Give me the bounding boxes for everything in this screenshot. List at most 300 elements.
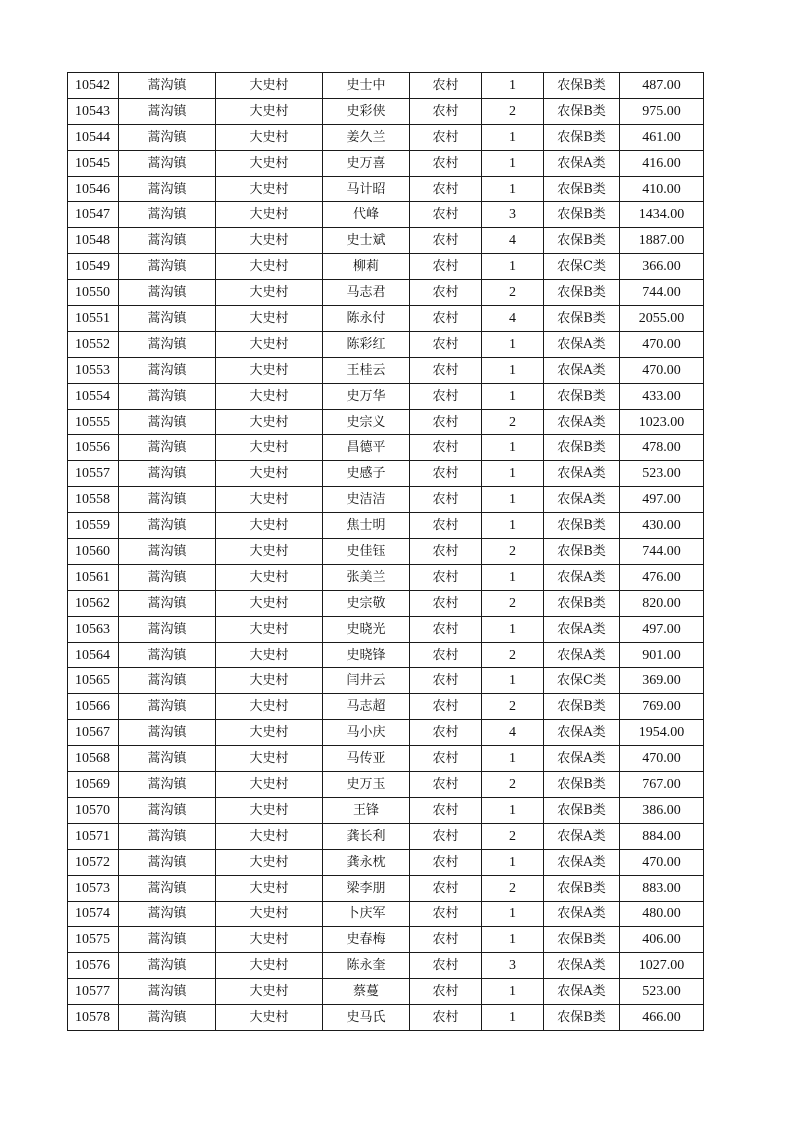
cell-person-name: 史晓光 xyxy=(323,616,410,642)
cell-town: 蒿沟镇 xyxy=(119,772,216,798)
cell-residence-type: 农村 xyxy=(410,539,482,565)
table-row xyxy=(68,357,704,383)
cell-household-count: 2 xyxy=(482,642,544,668)
cell-insurance-category: 农保C类 xyxy=(544,254,620,280)
cell-insurance-category: 农保A类 xyxy=(544,720,620,746)
table-row xyxy=(68,590,704,616)
cell-insurance-category: 农保B类 xyxy=(544,98,620,124)
cell-town: 蒿沟镇 xyxy=(119,331,216,357)
cell-amount: 366.00 xyxy=(620,254,704,280)
cell-person-name: 昌德平 xyxy=(323,435,410,461)
cell-village: 大史村 xyxy=(216,98,323,124)
cell-insurance-category: 农保C类 xyxy=(544,668,620,694)
cell-town: 蒿沟镇 xyxy=(119,202,216,228)
table-row xyxy=(68,927,704,953)
cell-person-name: 史士中 xyxy=(323,73,410,99)
cell-insurance-category: 农保A类 xyxy=(544,487,620,513)
cell-town: 蒿沟镇 xyxy=(119,590,216,616)
cell-person-name: 焦士明 xyxy=(323,513,410,539)
cell-record-id: 10562 xyxy=(68,590,119,616)
cell-town: 蒿沟镇 xyxy=(119,953,216,979)
cell-residence-type: 农村 xyxy=(410,409,482,435)
cell-record-id: 10549 xyxy=(68,254,119,280)
cell-household-count: 1 xyxy=(482,254,544,280)
cell-village: 大史村 xyxy=(216,487,323,513)
cell-village: 大史村 xyxy=(216,513,323,539)
cell-town: 蒿沟镇 xyxy=(119,539,216,565)
cell-residence-type: 农村 xyxy=(410,720,482,746)
cell-town: 蒿沟镇 xyxy=(119,73,216,99)
cell-household-count: 1 xyxy=(482,487,544,513)
cell-person-name: 王锋 xyxy=(323,797,410,823)
cell-amount: 1887.00 xyxy=(620,228,704,254)
cell-person-name: 蔡蔓 xyxy=(323,979,410,1005)
table-row xyxy=(68,513,704,539)
cell-amount: 523.00 xyxy=(620,461,704,487)
cell-town: 蒿沟镇 xyxy=(119,383,216,409)
cell-household-count: 1 xyxy=(482,1005,544,1031)
cell-record-id: 10542 xyxy=(68,73,119,99)
cell-town: 蒿沟镇 xyxy=(119,720,216,746)
table-row xyxy=(68,487,704,513)
cell-town: 蒿沟镇 xyxy=(119,254,216,280)
table-row xyxy=(68,98,704,124)
cell-village: 大史村 xyxy=(216,797,323,823)
table-row xyxy=(68,383,704,409)
cell-insurance-category: 农保A类 xyxy=(544,823,620,849)
cell-record-id: 10545 xyxy=(68,150,119,176)
cell-residence-type: 农村 xyxy=(410,772,482,798)
cell-household-count: 2 xyxy=(482,590,544,616)
cell-household-count: 1 xyxy=(482,927,544,953)
cell-amount: 369.00 xyxy=(620,668,704,694)
cell-household-count: 2 xyxy=(482,409,544,435)
cell-amount: 1434.00 xyxy=(620,202,704,228)
cell-amount: 487.00 xyxy=(620,73,704,99)
cell-person-name: 张美兰 xyxy=(323,564,410,590)
cell-town: 蒿沟镇 xyxy=(119,150,216,176)
cell-village: 大史村 xyxy=(216,979,323,1005)
cell-household-count: 1 xyxy=(482,901,544,927)
cell-insurance-category: 农保A类 xyxy=(544,409,620,435)
cell-residence-type: 农村 xyxy=(410,668,482,694)
cell-residence-type: 农村 xyxy=(410,564,482,590)
cell-person-name: 史万喜 xyxy=(323,150,410,176)
cell-insurance-category: 农保A类 xyxy=(544,901,620,927)
cell-record-id: 10565 xyxy=(68,668,119,694)
cell-village: 大史村 xyxy=(216,772,323,798)
cell-residence-type: 农村 xyxy=(410,435,482,461)
cell-household-count: 1 xyxy=(482,668,544,694)
cell-amount: 2055.00 xyxy=(620,306,704,332)
table-row xyxy=(68,694,704,720)
cell-residence-type: 农村 xyxy=(410,306,482,332)
cell-village: 大史村 xyxy=(216,202,323,228)
cell-record-id: 10575 xyxy=(68,927,119,953)
cell-town: 蒿沟镇 xyxy=(119,823,216,849)
cell-person-name: 马志君 xyxy=(323,280,410,306)
cell-household-count: 2 xyxy=(482,98,544,124)
cell-amount: 1954.00 xyxy=(620,720,704,746)
table-row xyxy=(68,331,704,357)
cell-town: 蒿沟镇 xyxy=(119,176,216,202)
cell-town: 蒿沟镇 xyxy=(119,849,216,875)
cell-person-name: 史万华 xyxy=(323,383,410,409)
cell-town: 蒿沟镇 xyxy=(119,228,216,254)
cell-household-count: 1 xyxy=(482,513,544,539)
table-row xyxy=(68,875,704,901)
cell-village: 大史村 xyxy=(216,357,323,383)
cell-amount: 1023.00 xyxy=(620,409,704,435)
table-row xyxy=(68,616,704,642)
cell-amount: 461.00 xyxy=(620,124,704,150)
cell-insurance-category: 农保B类 xyxy=(544,797,620,823)
cell-record-id: 10578 xyxy=(68,1005,119,1031)
table-row xyxy=(68,539,704,565)
cell-person-name: 梁李朋 xyxy=(323,875,410,901)
cell-household-count: 1 xyxy=(482,616,544,642)
cell-person-name: 史彩侠 xyxy=(323,98,410,124)
cell-residence-type: 农村 xyxy=(410,254,482,280)
cell-residence-type: 农村 xyxy=(410,487,482,513)
cell-record-id: 10559 xyxy=(68,513,119,539)
cell-village: 大史村 xyxy=(216,901,323,927)
cell-amount: 416.00 xyxy=(620,150,704,176)
cell-record-id: 10543 xyxy=(68,98,119,124)
cell-person-name: 陈永奎 xyxy=(323,953,410,979)
cell-village: 大史村 xyxy=(216,124,323,150)
table-row xyxy=(68,953,704,979)
cell-record-id: 10560 xyxy=(68,539,119,565)
cell-record-id: 10550 xyxy=(68,280,119,306)
cell-town: 蒿沟镇 xyxy=(119,901,216,927)
table-row xyxy=(68,668,704,694)
cell-record-id: 10548 xyxy=(68,228,119,254)
cell-amount: 470.00 xyxy=(620,849,704,875)
cell-person-name: 马小庆 xyxy=(323,720,410,746)
cell-insurance-category: 农保A类 xyxy=(544,642,620,668)
cell-household-count: 1 xyxy=(482,849,544,875)
cell-record-id: 10551 xyxy=(68,306,119,332)
cell-insurance-category: 农保A类 xyxy=(544,849,620,875)
cell-insurance-category: 农保B类 xyxy=(544,176,620,202)
cell-record-id: 10577 xyxy=(68,979,119,1005)
cell-amount: 480.00 xyxy=(620,901,704,927)
table-row xyxy=(68,202,704,228)
table-row xyxy=(68,772,704,798)
cell-amount: 769.00 xyxy=(620,694,704,720)
cell-person-name: 马传亚 xyxy=(323,746,410,772)
cell-household-count: 2 xyxy=(482,875,544,901)
cell-amount: 433.00 xyxy=(620,383,704,409)
cell-village: 大史村 xyxy=(216,306,323,332)
table-row xyxy=(68,979,704,1005)
cell-record-id: 10556 xyxy=(68,435,119,461)
cell-household-count: 1 xyxy=(482,124,544,150)
cell-residence-type: 农村 xyxy=(410,124,482,150)
cell-record-id: 10566 xyxy=(68,694,119,720)
cell-residence-type: 农村 xyxy=(410,331,482,357)
cell-residence-type: 农村 xyxy=(410,228,482,254)
table-row xyxy=(68,435,704,461)
cell-village: 大史村 xyxy=(216,73,323,99)
cell-insurance-category: 农保B类 xyxy=(544,513,620,539)
cell-village: 大史村 xyxy=(216,590,323,616)
cell-residence-type: 农村 xyxy=(410,357,482,383)
cell-town: 蒿沟镇 xyxy=(119,797,216,823)
cell-household-count: 1 xyxy=(482,383,544,409)
cell-record-id: 10553 xyxy=(68,357,119,383)
cell-insurance-category: 农保B类 xyxy=(544,280,620,306)
cell-record-id: 10564 xyxy=(68,642,119,668)
cell-person-name: 史感子 xyxy=(323,461,410,487)
cell-village: 大史村 xyxy=(216,823,323,849)
cell-residence-type: 农村 xyxy=(410,927,482,953)
cell-person-name: 史宗义 xyxy=(323,409,410,435)
cell-record-id: 10563 xyxy=(68,616,119,642)
cell-record-id: 10570 xyxy=(68,797,119,823)
cell-insurance-category: 农保B类 xyxy=(544,772,620,798)
cell-insurance-category: 农保A类 xyxy=(544,331,620,357)
cell-village: 大史村 xyxy=(216,409,323,435)
cell-household-count: 1 xyxy=(482,331,544,357)
table-row xyxy=(68,228,704,254)
cell-person-name: 史佳钰 xyxy=(323,539,410,565)
cell-residence-type: 农村 xyxy=(410,616,482,642)
table-row xyxy=(68,901,704,927)
cell-household-count: 4 xyxy=(482,228,544,254)
cell-village: 大史村 xyxy=(216,927,323,953)
table-row xyxy=(68,280,704,306)
cell-record-id: 10547 xyxy=(68,202,119,228)
cell-insurance-category: 农保B类 xyxy=(544,875,620,901)
cell-person-name: 龚永枕 xyxy=(323,849,410,875)
cell-insurance-category: 农保A类 xyxy=(544,616,620,642)
cell-town: 蒿沟镇 xyxy=(119,306,216,332)
cell-amount: 466.00 xyxy=(620,1005,704,1031)
table-row xyxy=(68,461,704,487)
table-row xyxy=(68,306,704,332)
cell-person-name: 陈永付 xyxy=(323,306,410,332)
cell-town: 蒿沟镇 xyxy=(119,927,216,953)
cell-town: 蒿沟镇 xyxy=(119,357,216,383)
cell-record-id: 10558 xyxy=(68,487,119,513)
cell-amount: 470.00 xyxy=(620,746,704,772)
cell-town: 蒿沟镇 xyxy=(119,642,216,668)
cell-person-name: 王桂云 xyxy=(323,357,410,383)
cell-record-id: 10568 xyxy=(68,746,119,772)
cell-person-name: 史万玉 xyxy=(323,772,410,798)
cell-amount: 744.00 xyxy=(620,280,704,306)
table-row xyxy=(68,746,704,772)
cell-village: 大史村 xyxy=(216,720,323,746)
table-row xyxy=(68,797,704,823)
cell-person-name: 陈彩红 xyxy=(323,331,410,357)
table-row xyxy=(68,176,704,202)
cell-amount: 901.00 xyxy=(620,642,704,668)
cell-amount: 884.00 xyxy=(620,823,704,849)
cell-residence-type: 农村 xyxy=(410,73,482,99)
cell-household-count: 2 xyxy=(482,772,544,798)
cell-town: 蒿沟镇 xyxy=(119,694,216,720)
cell-insurance-category: 农保B类 xyxy=(544,202,620,228)
cell-person-name: 马志超 xyxy=(323,694,410,720)
table-row xyxy=(68,849,704,875)
cell-town: 蒿沟镇 xyxy=(119,124,216,150)
cell-residence-type: 农村 xyxy=(410,642,482,668)
cell-amount: 767.00 xyxy=(620,772,704,798)
table-row xyxy=(68,124,704,150)
cell-insurance-category: 农保B类 xyxy=(544,539,620,565)
allowance-table xyxy=(67,72,704,1031)
cell-insurance-category: 农保A类 xyxy=(544,357,620,383)
cell-town: 蒿沟镇 xyxy=(119,875,216,901)
cell-residence-type: 农村 xyxy=(410,383,482,409)
cell-town: 蒿沟镇 xyxy=(119,487,216,513)
cell-record-id: 10573 xyxy=(68,875,119,901)
cell-insurance-category: 农保B类 xyxy=(544,383,620,409)
cell-insurance-category: 农保B类 xyxy=(544,1005,620,1031)
cell-person-name: 龚长利 xyxy=(323,823,410,849)
cell-residence-type: 农村 xyxy=(410,849,482,875)
cell-amount: 497.00 xyxy=(620,487,704,513)
cell-village: 大史村 xyxy=(216,875,323,901)
cell-town: 蒿沟镇 xyxy=(119,280,216,306)
cell-person-name: 柳莉 xyxy=(323,254,410,280)
cell-person-name: 史春梅 xyxy=(323,927,410,953)
table-row xyxy=(68,1005,704,1031)
cell-household-count: 3 xyxy=(482,202,544,228)
cell-record-id: 10557 xyxy=(68,461,119,487)
cell-amount: 478.00 xyxy=(620,435,704,461)
cell-town: 蒿沟镇 xyxy=(119,409,216,435)
cell-record-id: 10571 xyxy=(68,823,119,849)
cell-insurance-category: 农保B类 xyxy=(544,228,620,254)
cell-household-count: 1 xyxy=(482,73,544,99)
table-row xyxy=(68,823,704,849)
cell-village: 大史村 xyxy=(216,383,323,409)
table-row xyxy=(68,642,704,668)
cell-record-id: 10576 xyxy=(68,953,119,979)
cell-village: 大史村 xyxy=(216,746,323,772)
cell-village: 大史村 xyxy=(216,435,323,461)
table-row xyxy=(68,720,704,746)
table-row xyxy=(68,564,704,590)
cell-amount: 430.00 xyxy=(620,513,704,539)
cell-town: 蒿沟镇 xyxy=(119,979,216,1005)
cell-household-count: 1 xyxy=(482,461,544,487)
cell-village: 大史村 xyxy=(216,228,323,254)
cell-household-count: 1 xyxy=(482,150,544,176)
cell-amount: 820.00 xyxy=(620,590,704,616)
cell-town: 蒿沟镇 xyxy=(119,98,216,124)
cell-household-count: 1 xyxy=(482,979,544,1005)
cell-village: 大史村 xyxy=(216,280,323,306)
cell-town: 蒿沟镇 xyxy=(119,461,216,487)
cell-insurance-category: 农保A类 xyxy=(544,150,620,176)
cell-household-count: 1 xyxy=(482,797,544,823)
cell-person-name: 卜庆军 xyxy=(323,901,410,927)
cell-amount: 470.00 xyxy=(620,357,704,383)
cell-insurance-category: 农保A类 xyxy=(544,953,620,979)
cell-household-count: 1 xyxy=(482,435,544,461)
cell-village: 大史村 xyxy=(216,564,323,590)
cell-town: 蒿沟镇 xyxy=(119,513,216,539)
cell-person-name: 闫井云 xyxy=(323,668,410,694)
cell-residence-type: 农村 xyxy=(410,461,482,487)
cell-residence-type: 农村 xyxy=(410,797,482,823)
cell-insurance-category: 农保B类 xyxy=(544,124,620,150)
cell-residence-type: 农村 xyxy=(410,875,482,901)
cell-record-id: 10569 xyxy=(68,772,119,798)
cell-household-count: 1 xyxy=(482,564,544,590)
cell-residence-type: 农村 xyxy=(410,1005,482,1031)
cell-amount: 744.00 xyxy=(620,539,704,565)
cell-residence-type: 农村 xyxy=(410,823,482,849)
cell-insurance-category: 农保A类 xyxy=(544,979,620,1005)
cell-residence-type: 农村 xyxy=(410,513,482,539)
cell-person-name: 史马氏 xyxy=(323,1005,410,1031)
cell-household-count: 2 xyxy=(482,280,544,306)
cell-village: 大史村 xyxy=(216,642,323,668)
cell-person-name: 史宗敬 xyxy=(323,590,410,616)
cell-residence-type: 农村 xyxy=(410,979,482,1005)
cell-amount: 406.00 xyxy=(620,927,704,953)
cell-record-id: 10561 xyxy=(68,564,119,590)
cell-amount: 523.00 xyxy=(620,979,704,1005)
cell-amount: 975.00 xyxy=(620,98,704,124)
cell-residence-type: 农村 xyxy=(410,694,482,720)
cell-village: 大史村 xyxy=(216,461,323,487)
cell-village: 大史村 xyxy=(216,1005,323,1031)
cell-person-name: 姜久兰 xyxy=(323,124,410,150)
cell-insurance-category: 农保B类 xyxy=(544,927,620,953)
cell-household-count: 2 xyxy=(482,694,544,720)
cell-person-name: 马计昭 xyxy=(323,176,410,202)
cell-record-id: 10546 xyxy=(68,176,119,202)
cell-village: 大史村 xyxy=(216,176,323,202)
cell-residence-type: 农村 xyxy=(410,953,482,979)
cell-record-id: 10555 xyxy=(68,409,119,435)
cell-town: 蒿沟镇 xyxy=(119,746,216,772)
cell-record-id: 10567 xyxy=(68,720,119,746)
cell-amount: 497.00 xyxy=(620,616,704,642)
cell-household-count: 1 xyxy=(482,176,544,202)
cell-household-count: 4 xyxy=(482,720,544,746)
cell-household-count: 2 xyxy=(482,539,544,565)
cell-village: 大史村 xyxy=(216,849,323,875)
cell-amount: 883.00 xyxy=(620,875,704,901)
cell-village: 大史村 xyxy=(216,150,323,176)
table-body xyxy=(68,73,704,1031)
cell-record-id: 10554 xyxy=(68,383,119,409)
cell-residence-type: 农村 xyxy=(410,746,482,772)
cell-insurance-category: 农保A类 xyxy=(544,746,620,772)
cell-household-count: 3 xyxy=(482,953,544,979)
cell-household-count: 2 xyxy=(482,823,544,849)
cell-residence-type: 农村 xyxy=(410,98,482,124)
cell-household-count: 1 xyxy=(482,746,544,772)
cell-residence-type: 农村 xyxy=(410,280,482,306)
cell-residence-type: 农村 xyxy=(410,176,482,202)
cell-residence-type: 农村 xyxy=(410,202,482,228)
cell-amount: 470.00 xyxy=(620,331,704,357)
cell-insurance-category: 农保A类 xyxy=(544,461,620,487)
cell-village: 大史村 xyxy=(216,694,323,720)
cell-person-name: 史晓锋 xyxy=(323,642,410,668)
cell-person-name: 史士斌 xyxy=(323,228,410,254)
cell-town: 蒿沟镇 xyxy=(119,564,216,590)
